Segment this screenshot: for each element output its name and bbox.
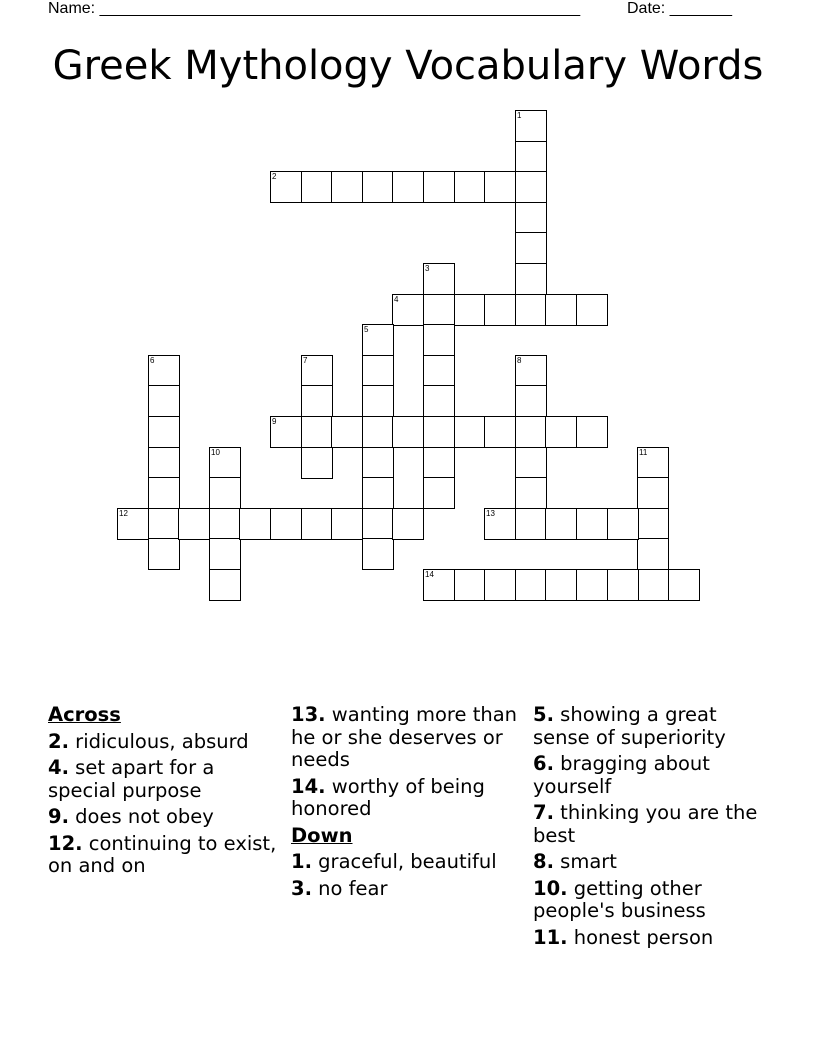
clue-across-14 <box>291 776 527 821</box>
crossword-cell[interactable] <box>515 294 547 326</box>
crossword-cell[interactable] <box>392 416 424 448</box>
crossword-cell[interactable] <box>423 416 455 448</box>
clue-column-1 <box>48 700 284 882</box>
crossword-cell[interactable] <box>301 385 333 417</box>
clue-number-label: 1 <box>517 111 522 120</box>
crossword-cell[interactable] <box>607 508 639 540</box>
crossword-cell[interactable] <box>515 416 547 448</box>
crossword-cell[interactable] <box>607 569 639 601</box>
clue-across-4 <box>48 757 284 802</box>
crossword-cell[interactable] <box>362 324 394 356</box>
clue-down-7 <box>533 802 769 847</box>
crossword-cell[interactable] <box>392 171 424 203</box>
crossword-cell[interactable] <box>423 355 455 387</box>
clue-number-label: 14 <box>425 570 434 579</box>
clue-number-label: 11 <box>639 448 648 457</box>
page-title: Greek Mythology Vocabulary Words <box>52 43 764 89</box>
clue-text: ridiculous, absurd <box>68 729 249 753</box>
clue-number-label: 4 <box>394 295 399 304</box>
crossword-cell[interactable] <box>117 508 149 540</box>
crossword-cell[interactable] <box>209 538 241 570</box>
clue-number: 1. <box>291 850 312 873</box>
down-heading: Down <box>291 823 353 847</box>
clue-number: 7. <box>533 801 554 824</box>
crossword-cell[interactable] <box>545 569 577 601</box>
clue-down-1 <box>291 851 527 874</box>
crossword-cell[interactable] <box>454 171 486 203</box>
clue-number: 11. <box>533 925 568 949</box>
crossword-cell[interactable] <box>454 294 486 326</box>
clue-text: smart <box>553 850 617 873</box>
clue-number: 8. <box>533 850 554 873</box>
crossword-cell[interactable] <box>515 385 547 417</box>
across-heading: Across <box>48 703 121 726</box>
clue-text: continuing to exist, on and on <box>48 831 277 877</box>
clue-number: 12. <box>48 831 83 855</box>
crossword-cell[interactable] <box>576 569 608 601</box>
clue-column-2 <box>291 700 527 904</box>
crossword-cell[interactable] <box>423 171 455 203</box>
crossword-cell[interactable] <box>545 294 577 326</box>
clue-text: showing a great sense of superiority <box>533 703 726 749</box>
crossword-cell[interactable] <box>362 355 394 387</box>
crossword-cell[interactable] <box>637 508 669 540</box>
clue-number-label: 3 <box>425 264 430 273</box>
clue-number-label: 7 <box>303 356 308 365</box>
clue-number-label: 2 <box>272 172 277 181</box>
crossword-cell[interactable] <box>423 324 455 356</box>
crossword-cell[interactable] <box>270 416 302 448</box>
crossword-cell[interactable] <box>270 508 302 540</box>
crossword-cell[interactable] <box>148 416 180 448</box>
crossword-cell[interactable] <box>515 263 547 295</box>
crossword-cell[interactable] <box>423 569 455 601</box>
crossword-cell[interactable] <box>515 355 547 387</box>
clue-number-label: 6 <box>150 356 155 365</box>
clue-across-9 <box>48 806 284 829</box>
crossword-cell[interactable] <box>515 447 547 479</box>
clue-text: no fear <box>311 876 388 900</box>
crossword-cell[interactable] <box>301 416 333 448</box>
clue-number: 9. <box>48 805 69 828</box>
clue-number: 6. <box>533 752 554 775</box>
clue-number: 4. <box>48 756 69 779</box>
clue-text: bragging about yourself <box>533 752 710 798</box>
clue-down-11 <box>533 927 769 950</box>
crossword-cell[interactable] <box>576 416 608 448</box>
crossword-cell[interactable] <box>637 538 669 570</box>
crossword-cell[interactable] <box>209 508 241 540</box>
crossword-cell[interactable] <box>515 232 547 264</box>
crossword-cell[interactable] <box>148 447 180 479</box>
clue-text: worthy of being honored <box>291 774 485 820</box>
clue-number-label: 10 <box>211 448 220 457</box>
crossword-cell[interactable] <box>331 171 363 203</box>
clue-text: honest person <box>567 925 714 949</box>
clue-number-label: 9 <box>272 417 277 426</box>
crossword-cell[interactable] <box>209 477 241 509</box>
crossword-cell[interactable] <box>331 508 363 540</box>
crossword-cell[interactable] <box>239 508 271 540</box>
clue-down-8 <box>533 851 769 874</box>
crossword-cell[interactable] <box>484 569 516 601</box>
crossword-cell[interactable] <box>515 171 547 203</box>
crossword-cell[interactable] <box>515 110 547 142</box>
crossword-cell[interactable] <box>148 538 180 570</box>
crossword-cell[interactable] <box>576 508 608 540</box>
clue-text: graceful, beautiful <box>311 850 497 873</box>
clue-number: 3. <box>291 876 312 900</box>
clue-number-label: 8 <box>517 356 522 365</box>
crossword-cell[interactable] <box>209 569 241 601</box>
crossword-cell[interactable] <box>423 385 455 417</box>
clue-text: does not obey <box>68 805 214 828</box>
crossword-cell[interactable] <box>545 416 577 448</box>
clue-down-6 <box>533 753 769 798</box>
crossword-cell[interactable] <box>484 508 516 540</box>
crossword-cell[interactable] <box>362 385 394 417</box>
crossword-cell[interactable] <box>301 508 333 540</box>
date-line: Date: _______ <box>627 0 732 17</box>
crossword-cell[interactable] <box>301 447 333 479</box>
crossword-cell[interactable] <box>515 569 547 601</box>
crossword-cell[interactable] <box>362 416 394 448</box>
clue-across-2 <box>48 731 284 754</box>
crossword-cell[interactable] <box>362 508 394 540</box>
clue-across-12 <box>48 833 284 878</box>
clue-text: thinking you are the best <box>533 801 758 847</box>
clue-down-3 <box>291 878 527 901</box>
clue-number: 13. <box>291 703 326 726</box>
crossword-cell[interactable] <box>515 477 547 509</box>
crossword-cell[interactable] <box>484 416 516 448</box>
clue-number: 5. <box>533 703 554 726</box>
crossword-cell[interactable] <box>362 477 394 509</box>
crossword-cell[interactable] <box>270 171 302 203</box>
crossword-cell[interactable] <box>423 263 455 295</box>
clue-down-10 <box>533 878 769 923</box>
clue-text: wanting more than he or she deserves or needs <box>291 703 518 771</box>
clue-number: 14. <box>291 774 326 798</box>
clue-across-13 <box>291 704 527 772</box>
clue-number-label: 5 <box>364 325 369 334</box>
clue-text: set apart for a special purpose <box>48 756 215 802</box>
clue-column-3 <box>533 700 769 953</box>
crossword-cell[interactable] <box>545 508 577 540</box>
crossword-cell[interactable] <box>392 508 424 540</box>
crossword-cell[interactable] <box>178 508 210 540</box>
crossword-cell[interactable] <box>362 538 394 570</box>
crossword-cell[interactable] <box>637 569 669 601</box>
crossword-cell[interactable] <box>576 294 608 326</box>
name-line: Name: ______________________________________________________ <box>48 0 581 17</box>
crossword-cell[interactable] <box>423 447 455 479</box>
crossword-cell[interactable] <box>668 569 700 601</box>
crossword-cell[interactable] <box>454 416 486 448</box>
crossword-cell[interactable] <box>484 294 516 326</box>
crossword-cell[interactable] <box>301 355 333 387</box>
crossword-cell[interactable] <box>362 171 394 203</box>
crossword-cell[interactable] <box>515 141 547 173</box>
crossword-cell[interactable] <box>515 508 547 540</box>
clue-number: 2. <box>48 729 69 753</box>
crossword-cell[interactable] <box>637 477 669 509</box>
crossword-cell[interactable] <box>392 294 424 326</box>
clue-number: 10. <box>533 876 568 900</box>
clue-down-5 <box>533 704 769 749</box>
crossword-cell[interactable] <box>637 447 669 479</box>
crossword-cell[interactable] <box>362 447 394 479</box>
crossword-cell[interactable] <box>148 355 180 387</box>
crossword-cell[interactable] <box>148 385 180 417</box>
crossword-cell[interactable] <box>301 171 333 203</box>
crossword-cell[interactable] <box>148 508 180 540</box>
crossword-cell[interactable] <box>331 416 363 448</box>
crossword-cell[interactable] <box>484 171 516 203</box>
clue-number-label: 13 <box>486 509 495 518</box>
crossword-cell[interactable] <box>454 569 486 601</box>
clue-text: getting other people's business <box>533 876 706 922</box>
crossword-cell[interactable] <box>209 447 241 479</box>
crossword-cell[interactable] <box>148 477 180 509</box>
clue-number-label: 12 <box>119 509 128 518</box>
crossword-cell[interactable] <box>423 294 455 326</box>
crossword-cell[interactable] <box>423 477 455 509</box>
crossword-cell[interactable] <box>515 202 547 234</box>
